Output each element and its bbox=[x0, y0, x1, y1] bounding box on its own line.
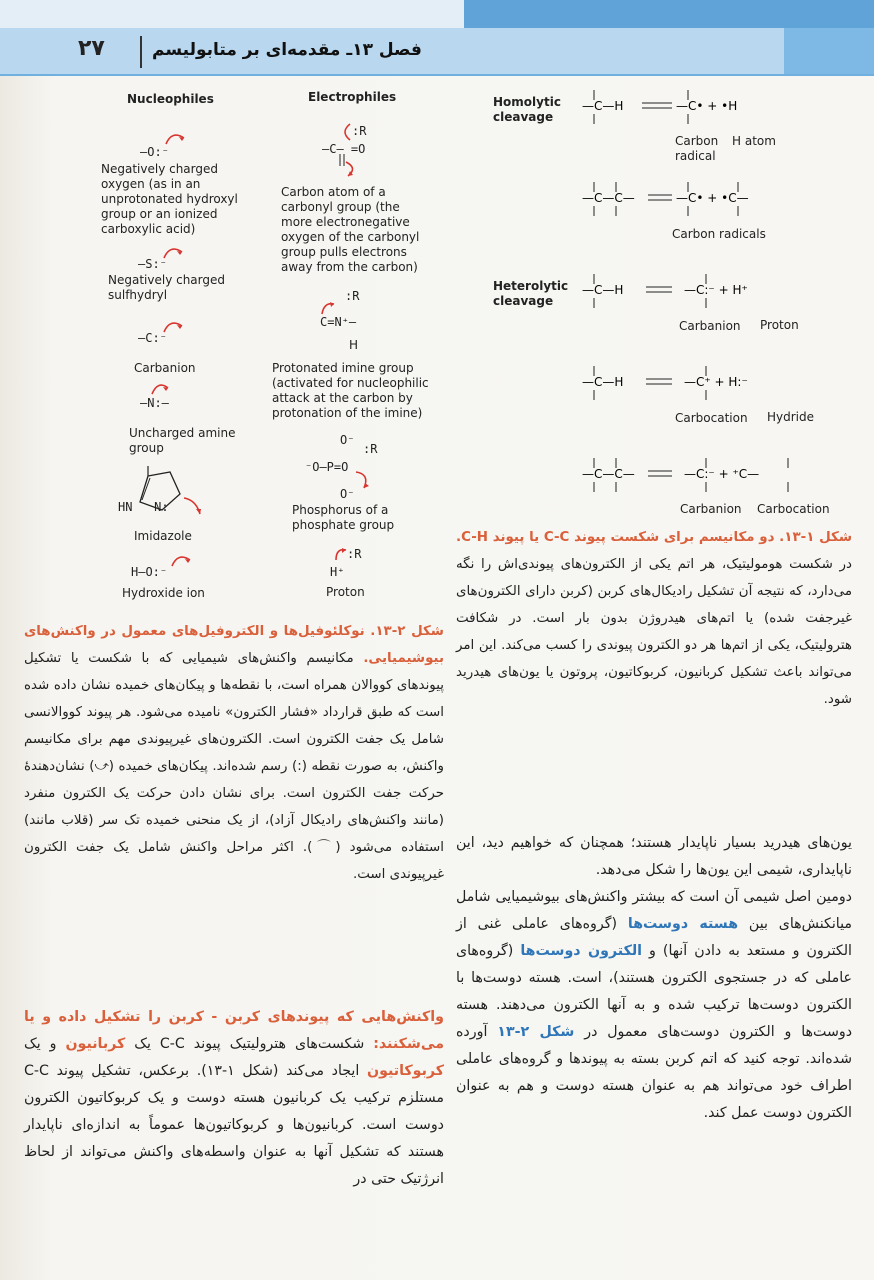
carbonyl-arrows-icon bbox=[336, 118, 376, 182]
carbanion-label: Carbanion bbox=[134, 361, 196, 375]
curved-arrow-icon bbox=[164, 128, 188, 148]
section-cc-body-3: ایجاد می‌کند (شکل ۱-۱۳). برعکس، تشکیل پیوند C-C مستلزم ترکیب یک کربانیون هسته دوست و یک کربوکاتیون الکترون دوست است. کربانیون‌ها و کربوکاتیون‌ها عموماً به اندازه‌ای ناپایدار هستند که تشکیل آنها به عنوان واسطه‌های واکنش می‌تواند از لحاظ انرژتیک حتی در bbox=[24, 1063, 444, 1187]
curved-arrow-icon bbox=[320, 300, 340, 316]
phosphate-top-o: O⁻ bbox=[340, 433, 355, 447]
homolytic-label: Homolytic cleavage bbox=[493, 95, 561, 124]
carbocation-term: کربوکاتیون bbox=[366, 1063, 444, 1079]
imine-h: H bbox=[349, 338, 359, 352]
curved-arrow-icon bbox=[170, 550, 194, 570]
curved-arrow-icon bbox=[148, 380, 172, 398]
figure-2-caption-title: شکل ۲-۱۳. نوکلئوفیل‌ها و الکتروفیل‌های معمول در واکنش‌های بیوشیمیایی. bbox=[24, 624, 444, 666]
paragraph-text: (گروه‌های عاملی غنی از الکترون و مستعد به دادن آنها) و bbox=[456, 916, 852, 959]
figure-reference: شکل ۲-۱۳ bbox=[497, 1024, 575, 1040]
amine-formula: —N:— bbox=[140, 396, 169, 410]
chapter-tab bbox=[464, 0, 874, 28]
section-cc-heading: واکنش‌هایی که پیوندهای کربن - کربن را تشکیل داده و یا می‌شکنند: bbox=[24, 1009, 444, 1052]
carbanion-formula: —C:⁻ bbox=[138, 331, 167, 345]
page-header bbox=[0, 28, 874, 76]
heterolytic-label: Heterolytic cleavage bbox=[493, 279, 569, 308]
figure-2-caption bbox=[24, 618, 444, 888]
phosphate-label: Phosphorus of a phosphate group bbox=[292, 503, 395, 532]
proton-label: Proton bbox=[326, 585, 365, 599]
imine-formula: C=N⁺— bbox=[320, 315, 357, 329]
r-label: :R bbox=[347, 547, 362, 561]
page-number: ۲۷ bbox=[78, 36, 105, 61]
svg-text:—C—C—: —C—C— bbox=[582, 467, 635, 481]
hydroxide-label: Hydroxide ion bbox=[122, 586, 205, 600]
heterolytic-carbocation-reaction bbox=[576, 364, 806, 408]
header-color-band bbox=[784, 28, 874, 74]
electrophiles-heading: Electrophiles bbox=[308, 90, 397, 104]
figure-2-caption-body: مکانیسم واکنش‌های شیمیایی که با شکست یا تشکیل پیوندهای کووالان همراه است، با نقطه‌ها و پیکان‌های خمیده نشان داده شده است که طبق قرارداد «فشار الکترون» نامیده می‌شود. هر پیوند کووالانسی شامل یک جفت الکترون است. الکترون‌های غیرپیوندی مهم برای مکانیسم واکنش، به صورت نقطه (:) رسم شده‌اند. پیکان‌های خمیده (⤻) نشان‌دهندهٔ حرکت جفت الکترون است. برای نشان دادن حرکت یک الکترون منفرد (مانند واکنش‌های رادیکال آزاد)، از یک منحنی خمیده تک سر (قلاب مانند) استفاده می‌شود (⌒). اکثر مراحل واکنش شامل یک جفت الکترون غیرپیوندی است. bbox=[24, 651, 444, 882]
svg-text:—C:⁻ + H⁺: —C:⁻ + H⁺ bbox=[684, 283, 748, 297]
phosphate-formula: ⁻O—P=O bbox=[305, 460, 349, 474]
electrophiles-term: الکترون دوست‌ها bbox=[520, 943, 643, 959]
top-margin-band bbox=[0, 0, 874, 28]
carbonyl-label: Carbon atom of a carbonyl group (the more electronegative oxygen of the carbonyl group pulls electrons away from the carbon) bbox=[281, 185, 420, 274]
svg-text:—C• + •C—: —C• + •C— bbox=[676, 191, 749, 205]
svg-text:—C—H: —C—H bbox=[582, 283, 624, 297]
paragraph-second-principle bbox=[456, 884, 852, 1127]
paragraph-hydride: یون‌های هیدرید بسیار ناپایدار هستند؛ همچنان که خواهیم دید، این ناپایداری، شیمی این یون‌ها را شکل می‌دهد. bbox=[456, 835, 852, 878]
svg-text:—C—H: —C—H bbox=[582, 99, 624, 113]
homolytic-cc-reaction bbox=[576, 180, 776, 224]
proton-formula: H⁺ bbox=[330, 565, 345, 579]
oxygen-anion-label: Negatively charged oxygen (as in an unprotonated hydroxyl group or an ionized carboxylic acid) bbox=[101, 162, 238, 236]
imidazole-formula: HN N: bbox=[118, 500, 169, 514]
svg-text:—C:⁻ + ⁺C—: —C:⁻ + ⁺C— bbox=[684, 467, 760, 481]
figure-1-caption bbox=[456, 524, 852, 713]
curved-arrow-icon bbox=[352, 470, 374, 490]
r-label: :R bbox=[352, 124, 367, 138]
chapter-title: فصل ۱۳ـ مقدمه‌ای بر متابولیسم bbox=[152, 40, 422, 60]
section-cc-body-2: و یک bbox=[24, 1036, 57, 1052]
header-separator bbox=[140, 36, 142, 68]
phosphate-bottom-o: O⁻ bbox=[340, 487, 355, 501]
hydroxide-formula: H—O:⁻ bbox=[131, 565, 168, 579]
paragraph-text: (گروه‌های عاملی که در جستجوی الکترون هستند)، است. هسته دوست‌ها با الکترون دوست‌ها ترکیب شده و به آنها الکترون می‌دهند. هسته دوست‌ها و الکترون دوست‌های معمول در bbox=[456, 943, 853, 1040]
heterolytic-cc-reaction bbox=[576, 456, 816, 500]
figure-1-caption-body: در شکست هومولیتیک، هر اتم یکی از الکترون‌های پیوندی‌اش را نگه می‌دارد، که نتیجه آن تشکیل رادیکال‌های کربن (کربن دارای الکترون‌های غیرجفت شده) یا اتم‌های هیدروژن بدون بار است. در شکافت هترولیتیک، یکی از اتم‌ها هر دو الکترون پیوندی را کسب می‌کند. این امر می‌تواند باعث تشکیل کربانیون، کربوکاتیون، پروتون یا یون‌های هیدرید شود. bbox=[456, 557, 852, 707]
carbocation-right-label: Carbocation bbox=[675, 411, 748, 425]
carbon-radical-label: Carbon radical bbox=[675, 134, 719, 163]
sulfhydryl-label: Negatively charged sulfhydryl bbox=[108, 273, 225, 302]
oxygen-anion-formula: —O:⁻ bbox=[140, 145, 169, 159]
curved-arrow-icon bbox=[162, 242, 186, 262]
imidazole-label: Imidazole bbox=[134, 529, 192, 543]
heterolytic-carbanion-reaction bbox=[576, 272, 796, 316]
r-label: :R bbox=[363, 442, 378, 456]
homolytic-ch-reaction bbox=[576, 88, 756, 132]
paragraph-text: دومین اصل شیمی آن است که بیشتر واکنش‌های بیوشیمیایی شامل میانکنش‌های بین bbox=[456, 889, 853, 932]
carbon-radicals-label: Carbon radicals bbox=[672, 227, 766, 241]
carbanion2-label: Carbanion bbox=[680, 502, 742, 516]
svg-text:—C—C—: —C—C— bbox=[582, 191, 635, 205]
imine-label: Protonated imine group (activated for nucleophilic attack at the carbon by protonation of the imine) bbox=[272, 361, 429, 420]
h-atom-label: H atom bbox=[732, 134, 776, 148]
paragraph-text: آورده شده‌اند. توجه کنید که اتم کربن بسته به پیوندها و گروه‌های عاملی اطراف خود می‌تواند هم به عنوان هسته دوست و هم به عنوان الکترون دوست عمل کند. bbox=[456, 1024, 852, 1121]
curved-arrow-icon bbox=[334, 546, 350, 562]
amine-label: Uncharged amine group bbox=[129, 426, 236, 455]
svg-text:—C—H: —C—H bbox=[582, 375, 624, 389]
svg-text:—C⁺ + H:⁻: —C⁺ + H:⁻ bbox=[684, 375, 748, 389]
sulfhydryl-formula: —S:⁻ bbox=[138, 257, 167, 271]
carbanion-term: کربانیون bbox=[65, 1036, 126, 1052]
nucleophiles-heading: Nucleophiles bbox=[127, 92, 214, 106]
svg-text:—C• + •H: —C• + •H bbox=[676, 99, 738, 113]
section-cc-bonds bbox=[24, 1004, 444, 1193]
carbanion-right-label: Carbanion bbox=[679, 319, 741, 333]
section-nucleophile-principle bbox=[456, 830, 852, 1127]
r-label: :R bbox=[345, 289, 360, 303]
nucleophiles-term: هسته دوست‌ها bbox=[627, 916, 739, 932]
hydride-label: Hydride bbox=[767, 410, 815, 424]
proton-right-label: Proton bbox=[760, 318, 799, 332]
carbonyl-formula: —C— =O bbox=[322, 142, 366, 156]
carbocation2-label: Carbocation bbox=[757, 502, 830, 516]
figure-1-caption-title: شکل ۱-۱۳. دو مکانیسم برای شکست پیوند C-C یا پیوند C-H. bbox=[456, 530, 852, 545]
curved-arrow-icon bbox=[162, 316, 186, 336]
section-cc-body-1: شکست‌های هترولیتیک پیوند C-C یک bbox=[134, 1036, 365, 1052]
